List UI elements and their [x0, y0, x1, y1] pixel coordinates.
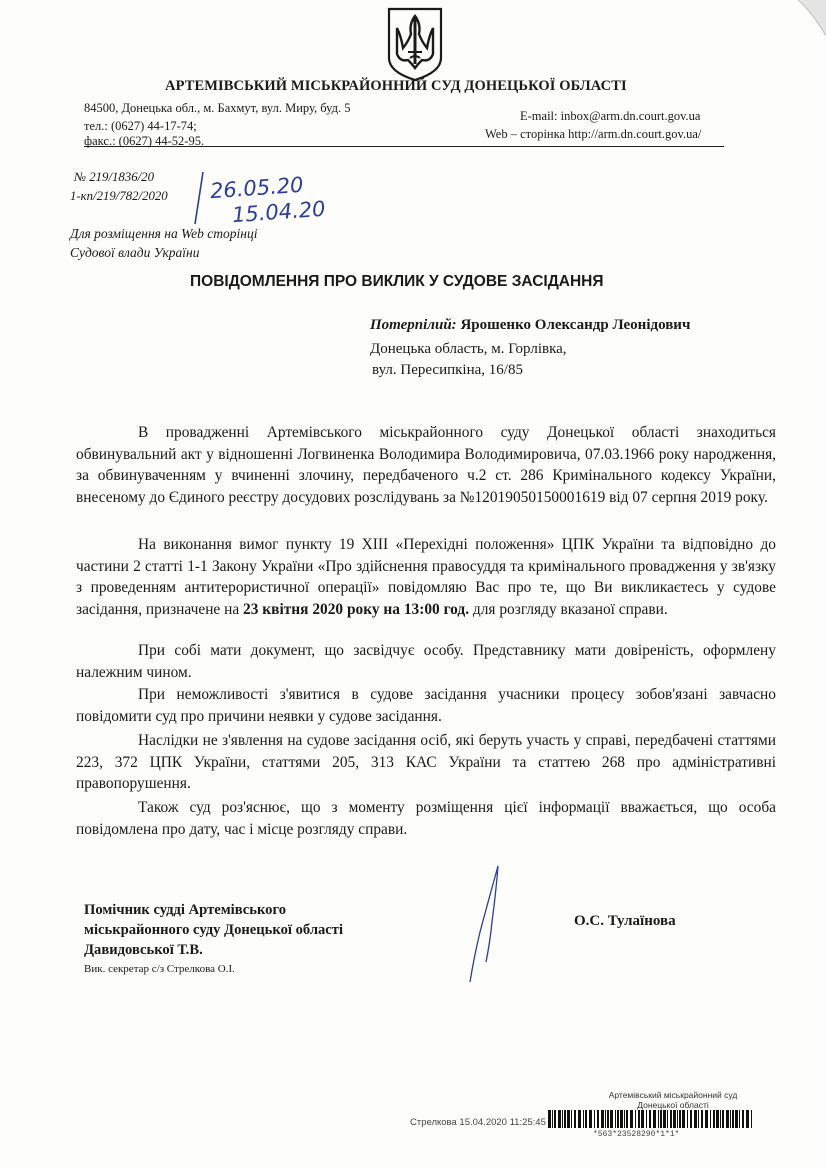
court-name: АРТЕМІВСЬКИЙ МІСЬКРАЙОННИЙ СУД ДОНЕЦЬКОЇ ОБЛАСТІ	[165, 78, 627, 94]
registration-info: Стрелкова 15.04.2020 11:25:45	[410, 1117, 546, 1128]
handwritten-signature	[440, 862, 550, 992]
case-number: № 219/1836/20	[74, 170, 154, 184]
stamp-line2: Донецької області	[637, 1100, 709, 1110]
position-line2: міськрайонного суду Донецької області	[84, 922, 344, 938]
handwritten-date-1: 26.05.20	[209, 172, 305, 204]
body-paragraph-4	[76, 684, 776, 727]
recipient-address-line1: Донецька область, м. Горлівка,	[370, 341, 567, 357]
body-paragraph-5	[76, 730, 776, 795]
court-website[interactable]: Web – сторінка http://arm.dn.court.gov.ua/	[485, 127, 702, 141]
barcode-number: *563*23528290*1*1*	[593, 1130, 680, 1139]
paragraph-notice: Також суд роз'яснює, що з моменту розміщення цієї інформації вважається, що особа повідомлена про дату, час і місце розгляду справи.	[76, 799, 776, 838]
recipient-line	[370, 317, 690, 334]
signer-name: О.С. Тулаїнова	[574, 913, 676, 929]
court-fax: факс.: (0627) 44-52-95.	[84, 134, 205, 148]
document-heading: ПОВІДОМЛЕННЯ ПРО ВИКЛИК У СУДОВЕ ЗАСІДАННЯ	[190, 273, 604, 290]
placement-note-line2: Судової влади України	[70, 245, 200, 260]
body-paragraph-1	[76, 422, 776, 508]
barcode-icon	[548, 1110, 754, 1128]
paragraph-documents: При собі мати документ, що засвідчує особу. Представнику мати довіреність, оформлену належним чином.	[76, 642, 776, 681]
recipient-role: Потерпілий:	[370, 317, 457, 333]
recipient-address-line2: вул. Пересипкіна, 16/85	[372, 362, 523, 378]
summons-text-end: для розгляду вказаної справи.	[469, 600, 668, 618]
court-address: 84500, Донецька обл., м. Бахмут, вул. Миру, буд. 5	[84, 101, 351, 115]
registry-stamp	[598, 1090, 748, 1110]
proceeding-number: 1-кп/219/782/2020	[70, 189, 168, 203]
ukraine-coat-of-arms-icon	[386, 6, 444, 82]
court-phone: тел.: (0627) 44-17-74;	[84, 119, 197, 133]
header-divider	[84, 146, 724, 147]
paragraph-summons	[76, 534, 776, 620]
page-corner-curl	[798, 0, 826, 36]
stamp-line1: Артемівський міськрайонний суд	[608, 1090, 738, 1100]
paragraph-absence: При неможливості з'явитися в судове засідання учасники процесу зобов'язані завчасно повідомити суд про причини неявки у судове засідання.	[76, 686, 776, 725]
placement-note-line1: Для розміщення на Web сторінці	[70, 226, 258, 241]
body-paragraph-6	[76, 797, 776, 840]
position-line1: Помічник судді Артемівського	[84, 902, 287, 918]
secretary-note: Вик. секретар с/з Стрелкова О.І.	[84, 963, 235, 975]
body-paragraph-2	[76, 534, 776, 620]
paragraph-consequences: Наслідки не з'явлення на судове засідання осіб, які беруть участь у справі, передбачені статтями 223, 372 ЦПК України, статтями 205, 313 КАС України та статтею 268 про адміністративні правопорушення.	[76, 732, 776, 793]
position-line3: Давидовської Т.В.	[84, 942, 203, 958]
summons-text: На виконання вимог пункту 19 ХІІІ «Перехідні положення» ЦПК України та відповідно до частини 2 статті 1-1 Закону України «Про здійснення правосуддя та кримінального провадження у зв'язку з проведенням антитерористичної операції» повідомляю Вас про те, що Ви викликаєтесь у судове засідання, призначене на	[76, 536, 776, 618]
handwritten-date-2: 15.04.20	[231, 196, 327, 228]
body-paragraph-3	[76, 640, 776, 683]
court-email[interactable]: E-mail: inbox@arm.dn.court.gov.ua	[520, 109, 701, 123]
paragraph-case-info: В провадженні Артемівського міськрайонного суду Донецької області знаходиться обвинувальний акт у відношенні Логвиненка Володимира Володимировича, 07.03.1966 року народження, за обвинуваченням у вчиненні злочину, передбаченого ч.2 ст. 286 Кримінального кодексу України, внесеному до Єдиного реєстру досудових розслідувань за №12019050150001619 від 07 серпня 2019 року.	[76, 424, 776, 506]
recipient-name: Ярошенко Олександр Леонідович	[460, 317, 691, 333]
hearing-datetime: 23 квітня 2020 року на 13:00 год.	[243, 600, 470, 618]
signature-position	[84, 900, 414, 960]
